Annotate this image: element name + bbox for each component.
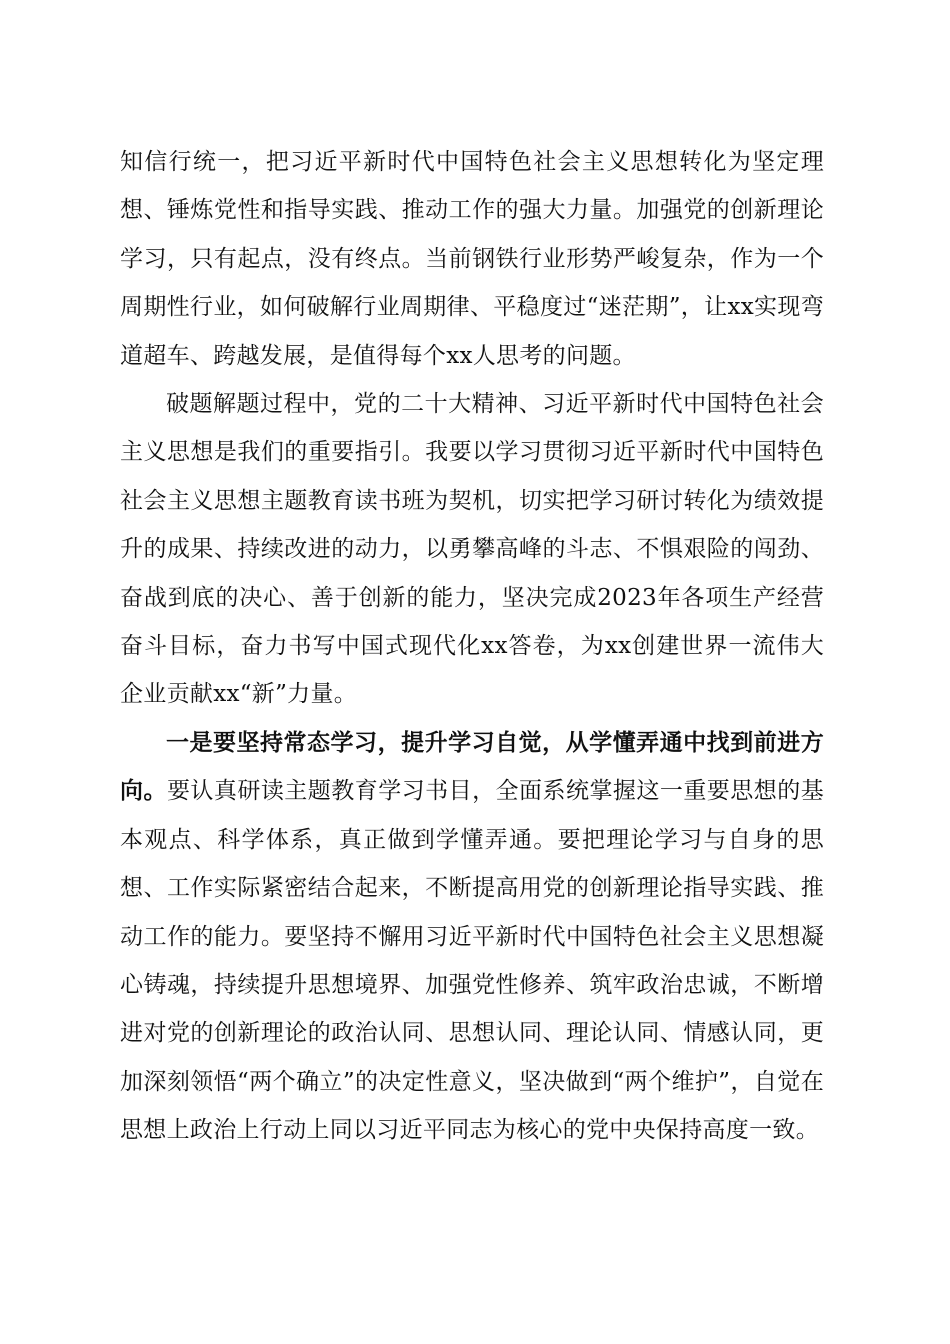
paragraph-3-lead-sentence: 一是要坚持常态学习，提升学习自觉，从学懂弄通中找到前进方向。: [120, 729, 824, 805]
paragraph-3: [120, 719, 824, 1155]
paragraph-1: [120, 138, 824, 380]
document-body: [120, 138, 824, 1155]
paragraph-2: [120, 380, 824, 719]
paragraph-2-text: 破题解题过程中，党的二十大精神、习近平新时代中国特色社会主义思想是我们的重要指引。我要以学习贯彻习近平新时代中国特色社会主义思想主题教育读书班为契机，切实把学习研讨转化为绩效提升的成果、持续改进的动力，以勇攀高峰的斗志、不惧艰险的闯劲、奋战到底的决心、善于创新的能力，坚决完成2023年各项生产经营奋斗目标，奋力书写中国式现代化xx答卷，为xx创建世界一流伟大企业贡献xx“新”力量。: [120, 391, 824, 708]
paragraph-1-text: 知信行统一，把习近平新时代中国特色社会主义思想转化为坚定理想、锤炼党性和指导实践、推动工作的强大力量。加强党的创新理论学习，只有起点，没有终点。当前钢铁行业形势严峻复杂，作为一个周期性行业，如何破解行业周期律、平稳度过“迷茫期”，让xx实现弯道超车、跨越发展，是值得每个xx人思考的问题。: [120, 149, 824, 369]
paragraph-3-text: 要认真研读主题教育学习书目，全面系统掌握这一重要思想的基本观点、科学体系，真正做到学懂弄通。要把理论学习与自身的思想、工作实际紧密结合起来，不断提高用党的创新理论指导实践、推动工作的能力。要坚持不懈用习近平新时代中国特色社会主义思想凝心铸魂，持续提升思想境界、加强党性修养、筑牢政治忠诚，不断增进对党的创新理论的政治认同、思想认同、理论认同、情感认同，更加深刻领悟“两个确立”的决定性意义，坚决做到“两个维护”，自觉在思想上政治上行动上同以习近平同志为核心的党中央保持高度一致。: [120, 778, 824, 1144]
